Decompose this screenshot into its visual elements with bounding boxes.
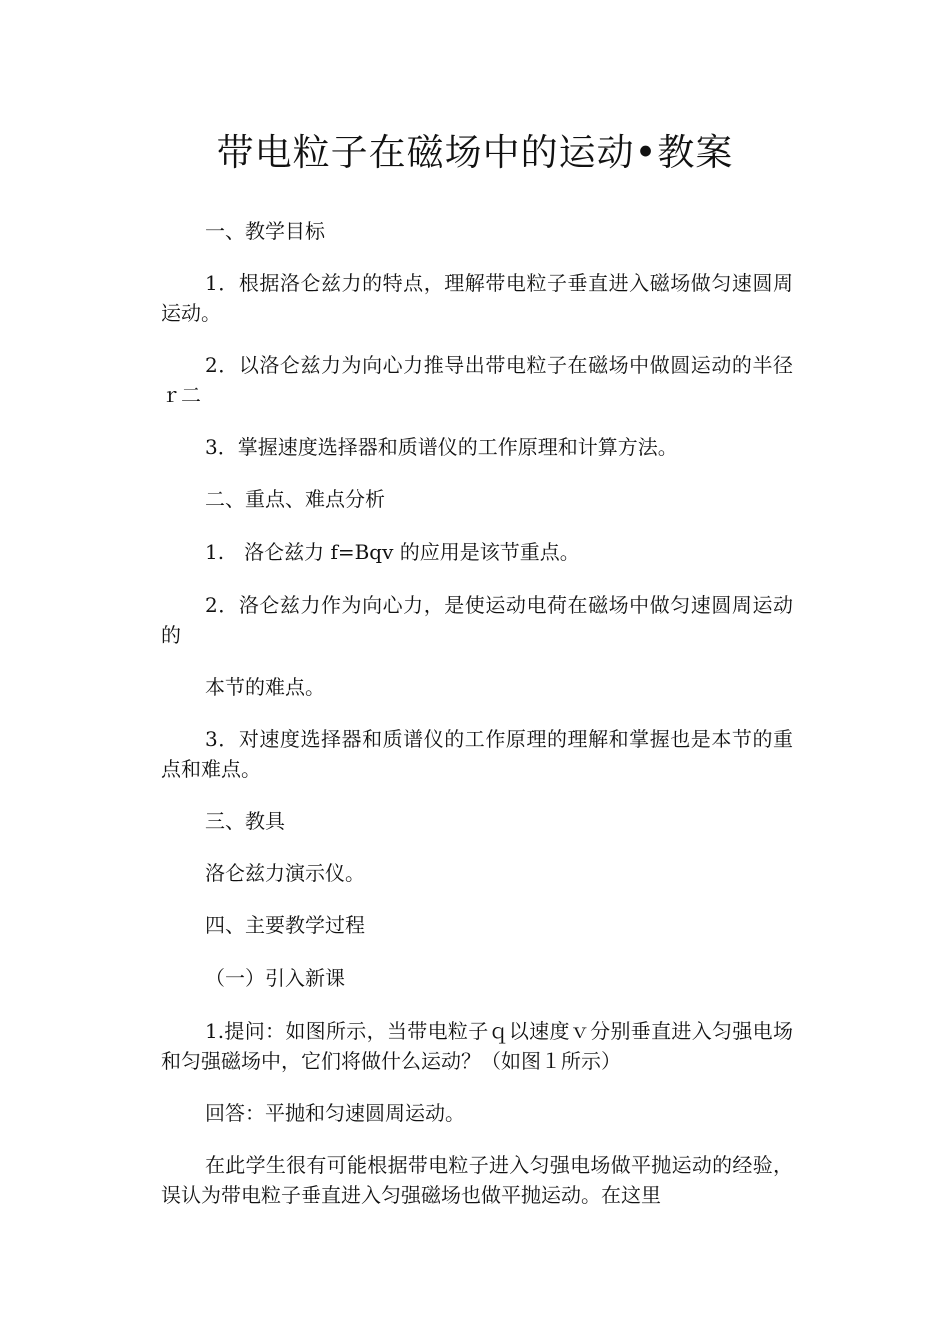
heading-introduction: （一）引入新课 [205,966,345,990]
paragraph-key-2: 2．洛仑兹力作为向心力，是使运动电荷在磁场中做匀速圆周运动的 [161,593,793,647]
paragraph-explanation: 在此学生很有可能根据带电粒子进入匀强电场做平抛运动的经验，误认为带电粒子垂直进入匀强磁场也做平抛运动。在这里 [161,1153,793,1207]
paragraph-goal-3: 3．掌握速度选择器和质谱仪的工作原理和计算方法。 [205,435,678,459]
document-title: 带电粒子在磁场中的运动•教案 [216,131,734,174]
heading-teaching-goals: 一、教学目标 [205,219,325,243]
paragraph-aids: 洛仑兹力演示仪。 [205,861,365,885]
paragraph-goal-2: 2．以洛仑兹力为向心力推导出带电粒子在磁场中做圆运动的半径ｒ二 [161,353,793,407]
paragraph-key-2-cont: 本节的难点。 [205,675,325,699]
paragraph-answer: 回答：平抛和匀速圆周运动。 [205,1101,465,1125]
paragraph-key-3: 3．对速度选择器和质谱仪的工作原理的理解和掌握也是本节的重点和难点。 [161,727,793,781]
paragraph-key-1: 1. 洛仑兹力 f=Bqv 的应用是该节重点。 [205,540,580,564]
paragraph-goal-1: 1．根据洛仑兹力的特点，理解带电粒子垂直进入磁场做匀速圆周运动。 [161,271,793,325]
heading-teaching-aids: 三、教具 [205,809,285,833]
heading-key-points: 二、重点、难点分析 [205,487,385,511]
paragraph-question: 1.提问：如图所示，当带电粒子ｑ以速度ｖ分别垂直进入匀强电场和匀强磁场中，它们将做什么运动？（如图１所示） [161,1019,793,1073]
heading-teaching-process: 四、主要教学过程 [205,913,365,937]
